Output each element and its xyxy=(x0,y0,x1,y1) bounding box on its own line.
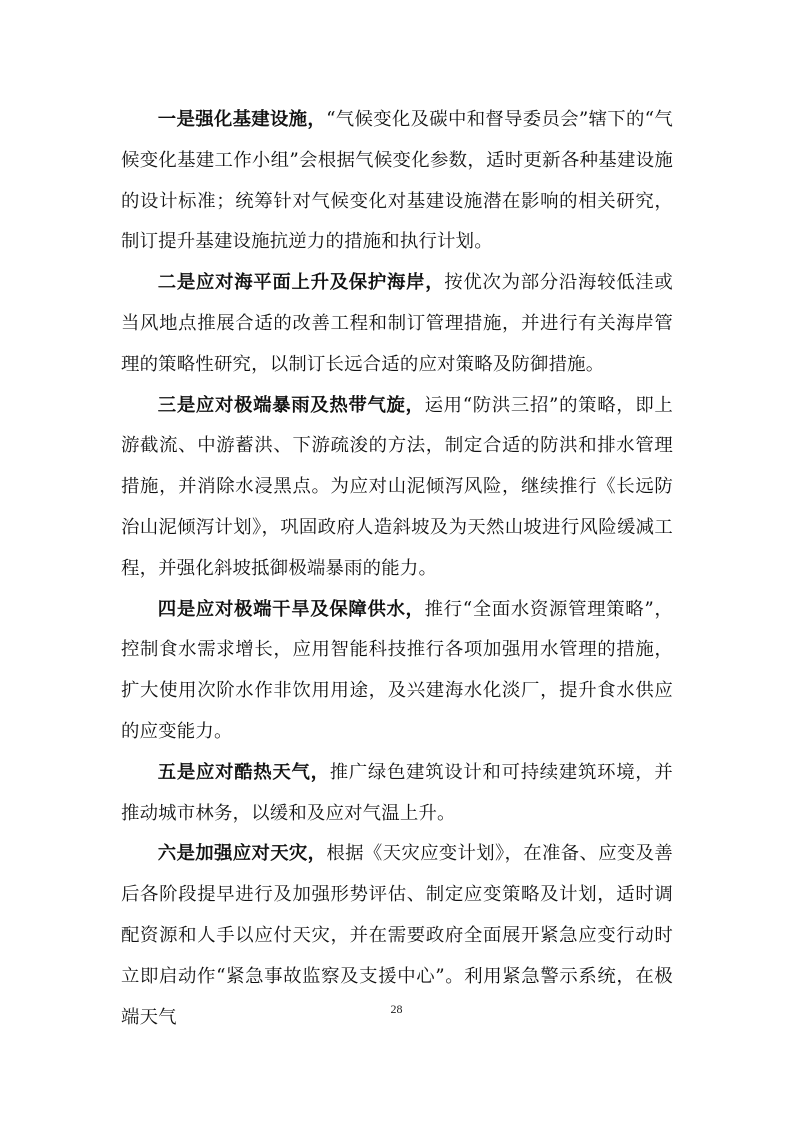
page-number: 28 xyxy=(390,1002,403,1016)
paragraph-body: 按优次为部分沿海较低洼或当风地点推展合适的改善工程和制订管理措施，并进行有关海岸管理的策略性研究，以制订长远合适的应对策略及防御措施。 xyxy=(121,272,673,375)
paragraph-lead: 六是加强应对天灾， xyxy=(157,843,327,865)
paragraph-body: “气候变化及碳中和督导委员会”辖下的“气候变化基建工作小组”会根据气候变化参数，适时更新各种基建设施的设计标准；统筹针对气候变化对基建设施潜在影响的相关研究，制订提升基建设施抗逆力的措施和执行计划。 xyxy=(121,109,673,253)
paragraph-lead: 二是应对海平面上升及保护海岸， xyxy=(157,272,445,294)
paragraph-body: 推行“全面水资源管理策略”，控制食水需求增长，应用智能科技推行各项加强用水管理的措施，扩大使用次阶水作非饮用用途，及兴建海水化淡厂，提升食水供应的应变能力。 xyxy=(121,598,673,742)
paragraph-body: 推广绿色建筑设计和可持续建筑环境，并推动城市林务，以缓和及应对气温上升。 xyxy=(121,761,673,824)
paragraph-body: 根据《天灾应变计划》，在准备、应变及善后各阶段提早进行及加强形势评估、制定应变策略及计划，适时调配资源和人手以应付天灾，并在需要政府全面展开紧急应变行动时立即启动作“紧急事故监察及支援中心”。利用紧急警示系统，在极端天气 xyxy=(121,843,673,1028)
paragraph-coastal xyxy=(121,263,673,385)
paragraph-infrastructure xyxy=(121,100,673,263)
paragraph-lead: 四是应对极端干旱及保障供水， xyxy=(157,598,425,620)
paragraph-lead: 一是强化基建设施， xyxy=(157,109,327,130)
paragraph-lead: 三是应对极端暴雨及热带气旋， xyxy=(157,394,425,416)
paragraph-heat xyxy=(121,753,673,835)
paragraph-drought xyxy=(121,590,673,753)
paragraph-lead: 五是应对酷热天气， xyxy=(157,761,330,783)
paragraph-rainstorm xyxy=(121,386,673,590)
paragraph-body: 运用“防洪三招”的策略，即上游截流、中游蓄洪、下游疏浚的方法，制定合适的防洪和排水管理措施，并消除水浸黑点。为应对山泥倾泻风险，继续推行《长远防治山泥倾泻计划》，巩固政府人造斜坡及为天然山坡进行风险缓减工程，并强化斜坡抵御极端暴雨的能力。 xyxy=(121,394,673,579)
body-text xyxy=(121,100,673,1038)
